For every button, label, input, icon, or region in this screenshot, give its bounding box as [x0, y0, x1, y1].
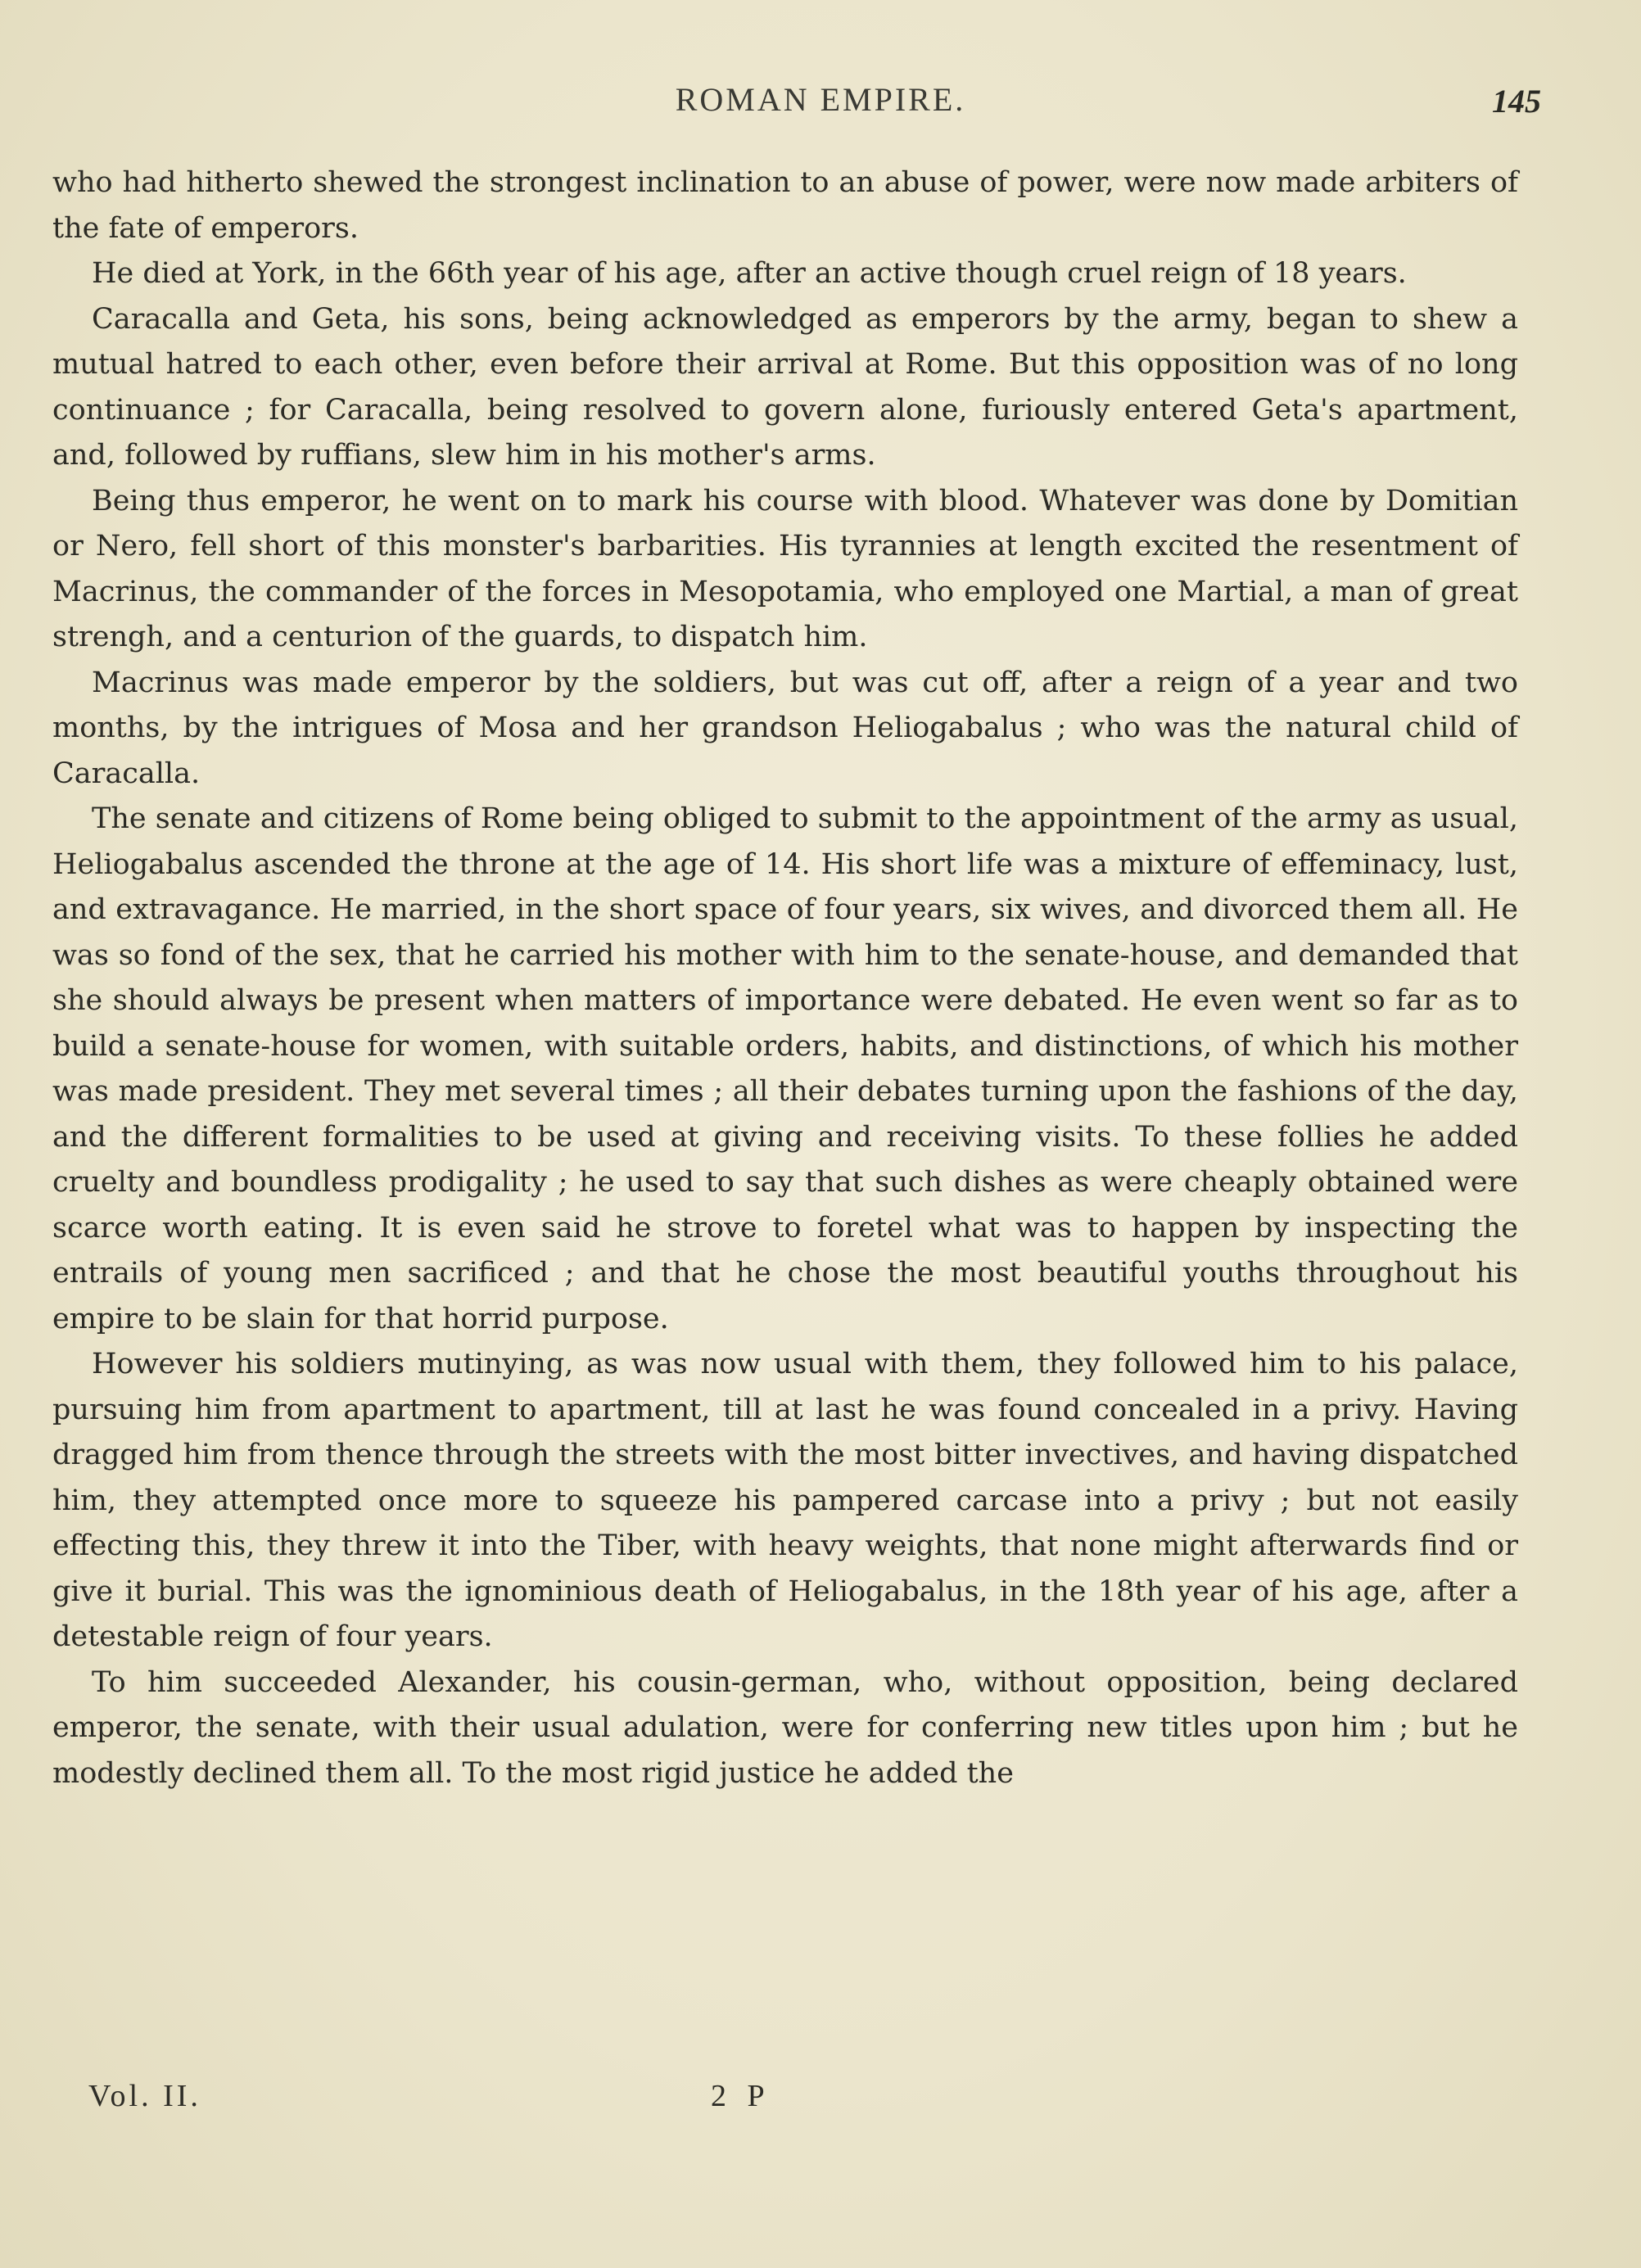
page-footer: [0, 2078, 1641, 2127]
paragraph: Macrinus was made emperor by the soldiers, but was cut off, after a reign of a year and two months, by the intrigues of Mosa and her grandson Heliogabalus ; who was the natural child of Caracalla.: [52, 666, 1518, 790]
paragraph: He died at York, in the 66th year of his age, after an active though cruel reign of 18 years.: [92, 257, 1407, 290]
signature-mark: 2 P: [711, 2079, 771, 2113]
body-text: [52, 160, 1518, 1796]
running-title: ROMAN EMPIRE.: [675, 81, 966, 118]
paragraph: The senate and citizens of Rome being obliged to submit to the appointment of the army as usual, Heliogabalus ascended the throne at the age of 14. His short life was a mixture of effeminacy, lust, and extravagance. He married, in the short space of four years, six wives, and divorced them all. He was so fond of the sex, that he carried his mother with him to the senate-house, and demanded that she should always be present when matters of importance were debated. He even went so far as to build a senate-house for women, with suitable orders, habits, and distinctions, of which his mother was made president. They met several times ; all their debates turning upon the fashions of the day, and the different formalities to be used at giving and receiving visits. To these follies he added cruelty and boundless prodigality ; he used to say that such dishes as were cheaply obtained were scarce worth eating. It is even said he strove to foretel what was to happen by inspecting the entrails of young men sacrificed ; and that he chose the most beautiful youths throughout his empire to be slain for that horrid purpose.: [52, 802, 1518, 1335]
paragraph: Caracalla and Geta, his sons, being acknowledged as emperors by the army, began to shew a mutual hatred to each other, even before their arrival at Rome. But this opposition was of no long continuance ; for Caracalla, being resolved to govern alone, furiously entered Geta's apartment, and, followed by ruffians, slew him in his mother's arms.: [52, 302, 1518, 472]
paragraph: Being thus emperor, he went on to mark his course with blood. Whatever was done by Domitian or Nero, fell short of this monster's barbarities. His tyrannies at length excited the resentment of Macrinus, the commander of the forces in Mesopotamia, who employed one Martial, a man of great strengh, and a centurion of the guards, to dispatch him.: [52, 484, 1518, 653]
paragraph: To him succeeded Alexander, his cousin-german, who, without opposition, being declared emperor, the senate, with their usual adulation, were for conferring new titles upon him ; but he modestly declined them all. To the most rigid justice he added the: [52, 1665, 1518, 1790]
paragraph: who had hitherto shewed the strongest inclination to an abuse of power, were now made arbiters of the fate of emperors.: [52, 166, 1518, 245]
page-number: 145: [1492, 83, 1541, 120]
paragraph: However his soldiers mutinying, as was now usual with them, they followed him to his palace, pursuing him from apartment to apartment, till at last he was found concealed in a privy. Having dragged him from thence through the streets with the most bitter invectives, and having dispatched him, they attempted once more to squeeze his pampered carcase into a privy ; but not easily effecting this, they threw it into the Tiber, with heavy weights, that none might afterwards find or give it burial. This was the ignominious death of Heliogabalus, in the 18th year of his age, after a detestable reign of four years.: [52, 1348, 1518, 1653]
volume-label: Vol. II.: [88, 2079, 201, 2113]
page-header: [0, 80, 1641, 129]
